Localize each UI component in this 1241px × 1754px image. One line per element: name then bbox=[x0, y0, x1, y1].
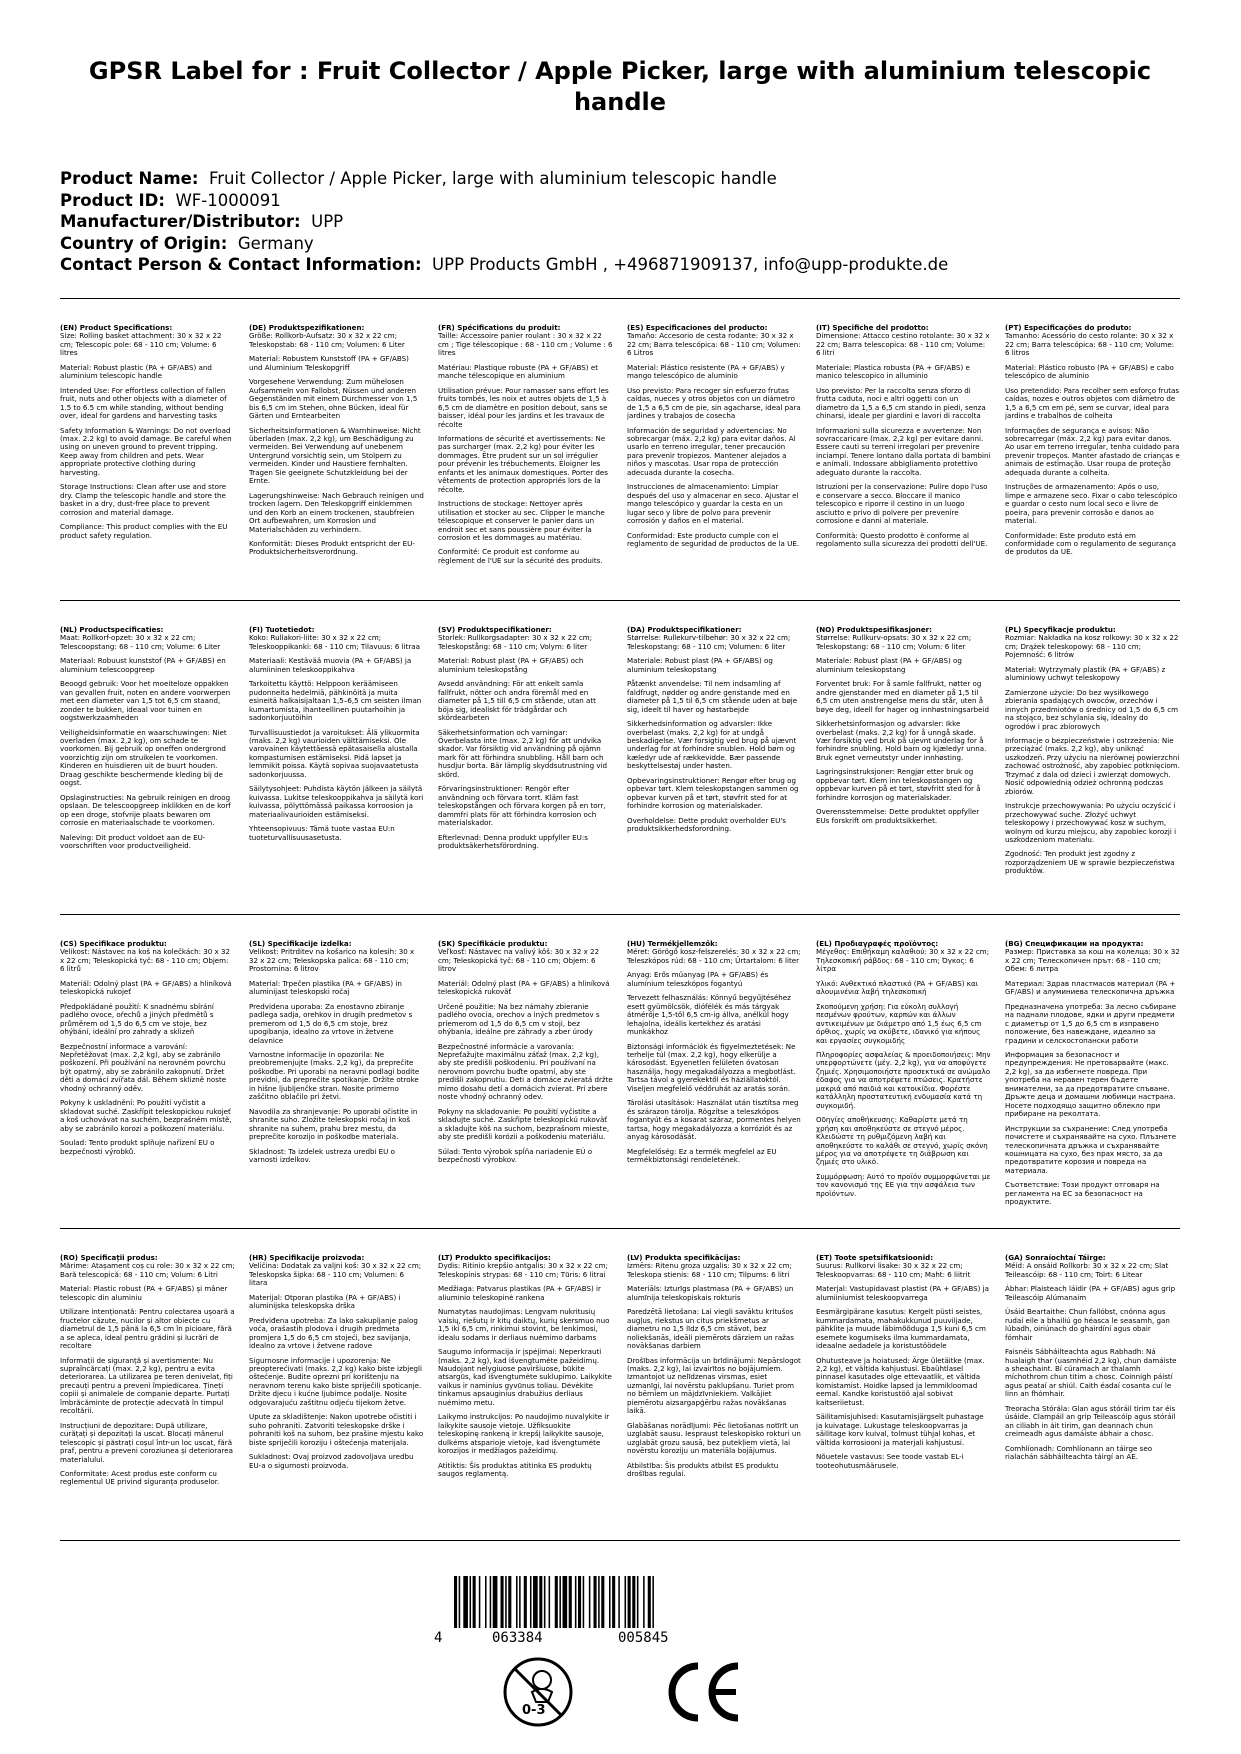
language-paragraph: Instruções de armazenamento: Após o uso, limpe e armazene seco. Fixar o cabo telescópico e guardar o cesto num local seco e livre de poeira, para prevenir corrosão e danos ao material. bbox=[1005, 482, 1178, 526]
language-paragraph: Съответствие: Този продукт отговаря на регламента на ЕС за безопасност на продуктите. bbox=[1005, 1180, 1160, 1207]
language-paragraph: Storage Instructions: Clean after use and store dry. Clamp the telescopic handle and store the basket in a dry, dust-free place to prevent corrosion and material damage. bbox=[60, 482, 227, 517]
language-paragraph: Zgodność: Ten produkt jest zgodny z rozporządzeniem UE w sprawie bezpieczeństwa produktów. bbox=[1005, 849, 1175, 876]
language-paragraph: Materiál: Odolný plast (PA + GF/ABS) a hliníková teleskopická rukojeť bbox=[60, 978, 232, 997]
language-paragraph: Megfelelőség: Ez a termék megfelel az EU termékbiztonsági rendeletének. bbox=[627, 1146, 777, 1164]
language-paragraph: Instrucciones de almacenamiento: Limpiar después del uso y almacenar en seco. Ajustar el mango telescópico y guardar la cesta en un lugar seco y libre de polvo para prevenir corrosión y daños en el material. bbox=[627, 482, 799, 526]
language-paragraph: Varnostne informacije in opozorila: Ne preobremenjujte (maks. 2,2 kg), da preprečite poškodbe. Pri uporabi na neravni podlagi bodite previdni, da preprečite spotikanje. Držite otroke in hišne ljubljenčke stran. Nosite primerno zaščitno oblačilo pri žetvi. bbox=[249, 1049, 420, 1102]
language-paragraph: Materijal: Otporan plastika (PA + GF/ABS) i aluminijska teleskopska drška bbox=[249, 1292, 401, 1311]
language-paragraph: Sigurnosne informacije i upozorenja: Ne preopterećivati (maks. 2,2 kg) kako biste izbjegli oštećenje. Budite oprezni pri korištenju na neravnom terenu kako biste spriječili spoticanje. Držite djecu i kućne ljubimce podalje. Nosite odgovarajuću zaštitnu odjeću tijekom žetve. bbox=[249, 1355, 422, 1407]
language-header: (GA) Sonraíochtaí Táirge: bbox=[1005, 1254, 1106, 1262]
country-label: Country of Origin: bbox=[60, 233, 228, 253]
language-block bbox=[816, 1254, 991, 1476]
divider bbox=[60, 1540, 1180, 1541]
language-paragraph: Zamierzone użycie: Do bez wysiłkowego zbierania spadających owoców, orzechów i innych przedmiotów o średnicy od 1,5 do 6,5 cm na stojąco, bez schylania się, idealny do ogrodów i prac zbiorowych bbox=[1005, 687, 1179, 731]
language-header: (DA) Produktspecifikationer: bbox=[627, 626, 742, 634]
language-paragraph: Faisnéis Sábháilteachta agus Rabhadh: Ná hualaigh thar (uasmhéid 2,2 kg), chun damáiste a sheachaint. Bí cúramach ar thalamh míchothrom chun titim a chosc. Coinnigh páistí agus peataí ar shiúl. Caith éadaí cosanta cuí le linn an fhómhair. bbox=[1005, 1347, 1177, 1399]
language-header: (NO) Produktspesifikasjoner: bbox=[816, 626, 932, 634]
language-paragraph: Materiāls: Izturīgs plastmasa (PA + GF/ABS) un alumīnija teleskopiskais rokturis bbox=[627, 1284, 794, 1302]
language-block bbox=[60, 324, 235, 546]
language-paragraph: Opbevaringsinstruktioner: Rengør efter brug og opbevar tørt. Klem teleskopstangen sammen og opbevar kurven på et tørt, støvfrit sted for at forhindre korrosion og materialskader. bbox=[627, 775, 799, 811]
language-paragraph: Materiał: Wytrzymały plastik (PA + GF/ABS) z aluminiowy uchwyt teleskopowy bbox=[1005, 664, 1166, 683]
language-paragraph: Conformità: Questo prodotto è conforme al regolamento sulla sicurezza dei prodotti dell'UE. bbox=[816, 530, 988, 548]
language-paragraph: Påtænkt anvendelse: Til nem indsamling af faldfrugt, nødder og andre genstande med en diameter på 1,5 til 6,5 cm stående uden at bøje sig, ideelt til haver og høstarbejde bbox=[627, 679, 798, 714]
language-paragraph: Material: Plástico resistente (PA + GF/ABS) y mango telescópico de aluminio bbox=[627, 362, 785, 381]
language-paragraph: Υλικό: Ανθεκτικό πλαστικό (PA + GF/ABS) και αλουμινένια λαβή τηλεσκοπική bbox=[816, 978, 979, 997]
barcode-bars bbox=[454, 1576, 654, 1628]
language-paragraph: Material: Plastic robust (PA + GF/ABS) și mâner telescopic din aluminiu bbox=[60, 1284, 228, 1302]
manufacturer-value: UPP bbox=[311, 212, 344, 231]
language-paragraph: Uso previsto: Para recoger sin esfuerzo frutas caídas, nueces y otros objetos con un diámetro de 1,5 a 6,5 cm de pie, sin agacharse, ideal para jardines y trabajos de cosecha bbox=[627, 385, 801, 421]
language-paragraph: Rozmiar: Nakładka na kosz rolkowy: 30 x 32 x 22 cm; Drążek teleskopowy: 68 - 110 cm; Pojemność: 6 litrów bbox=[1005, 633, 1179, 660]
language-paragraph: Conformidad: Este producto cumple con el reglamento de seguridad de productos de la UE. bbox=[627, 530, 800, 548]
language-paragraph: Naleving: Dit product voldoet aan de EU-voorschriften voor productveiligheid. bbox=[60, 832, 206, 850]
country-value: Germany bbox=[237, 233, 314, 253]
language-paragraph: Tarkoitettu käyttö: Helppoon keräämiseen pudonneita hedelmiä, pähkinöitä ja muita esineitä halkaisijaltaan 1,5–6,5 cm seisten ilman kumartumista, ihanteellinen puutarhoihin ja sadonkorjuutöihin bbox=[249, 679, 422, 723]
language-paragraph: Materiaal: Robuust kunststof (PA + GF/ABS) en aluminium telescoopgreep bbox=[60, 656, 226, 674]
language-block bbox=[816, 324, 991, 554]
language-paragraph: Pokyny k uskladnění: Po použití vyčistit a skladovat suché. Zaskřípit teleskopickou rukojeť a koš uchovávat na suchém, bezprašném místě, aby se zabránilo korozi a poškození materiálu. bbox=[60, 1098, 232, 1133]
language-block bbox=[249, 940, 424, 1170]
divider bbox=[60, 1228, 1180, 1229]
language-paragraph: Sukladnost: Ovaj proizvod zadovoljava uredbu EU-a o sigurnosti proizvoda. bbox=[249, 1452, 414, 1470]
language-block bbox=[438, 324, 613, 571]
language-paragraph: Velikost: Pritrditev na košarico na kolesih: 30 x 32 x 22 cm; Teleskopska palica: 68 - 110 cm; Prostornina: 6 litrov bbox=[249, 947, 415, 974]
language-paragraph: Efterlevnad: Denna produkt uppfyller EU:s produktsäkerhetsförordning. bbox=[438, 832, 588, 850]
barcode bbox=[432, 1576, 732, 1646]
language-paragraph: Upute za skladištenje: Nakon upotrebe očistiti i suho pohraniti. Zatvoriti teleskopske drške i pohraniti koš na suhom, bez prašine mjestu kako biste spriječili koroziju i oštećenja materijala. bbox=[249, 1412, 424, 1447]
product-name-label: Product Name: bbox=[60, 169, 199, 188]
language-paragraph: Predviđena upotreba: Za lako sakupljanje palog voća, orašastih plodova i drugih predmeta promjera 1,5 do 6,5 cm stojeći, bez savijanja, idealno za vrtove i žetvene radove bbox=[249, 1315, 418, 1351]
language-block bbox=[249, 324, 424, 563]
language-paragraph: Suurus: Rullkorvi lisake: 30 x 32 x 22 cm; Teleskoopvarras: 68 - 110 cm; Maht: 6 liitrit bbox=[816, 1261, 971, 1279]
language-paragraph: Conformité: Ce produit est conforme au règlement de l'UE sur la sécurité des produits. bbox=[438, 547, 603, 565]
language-paragraph: Maat: Rollkorf-opzet: 30 x 32 x 22 cm; Telescoopstang: 68 - 110 cm; Volume: 6 Liter bbox=[60, 633, 221, 651]
language-paragraph: Méret: Görögő kosz-felszerelés: 30 x 32 x 22 cm; Teleszkópos rúd: 68 - 110 cm; Űrtartalom: 6 liter bbox=[627, 947, 801, 965]
language-header: (EN) Product Specifications: bbox=[60, 324, 173, 332]
language-paragraph: Sikkerhetsinformasjon og advarsler: Ikke overbelast (maks. 2,2 kg) for å unngå skade. Vær forsiktig ved bruk på ujevnt underlag for å forhindre snubling. Hold barn og kjæledyr unna. Bruk egnet verneutstyr under innhøsting. bbox=[816, 719, 987, 762]
language-header: (RO) Specificații produs: bbox=[60, 1254, 158, 1262]
language-block bbox=[627, 940, 802, 1170]
language-paragraph: Utilizare intenționată: Pentru colectarea ușoară a fructelor căzute, nucilor și altor obiecte cu diametrul de 1,5 până la 6,5 cm în picioare, fără a se apleca, ideal pentru grădini și lucrări de recoltare bbox=[60, 1307, 235, 1351]
language-paragraph: Treoracha Stórála: Glan agus stóráil tirim tar éis úsáide. Clampáil an grip Teileascóip agus stóráil an ciliabh in áit tirim, gan deannach chun creimeadh agus damáiste ábhair a chosc. bbox=[1005, 1403, 1176, 1439]
language-paragraph: Størrelse: Rullekurv-tilbehør: 30 x 32 x 22 cm; Teleskopstang: 68 - 110 cm; Volumen: 6 liter bbox=[627, 633, 791, 651]
language-block bbox=[438, 940, 613, 1170]
language-paragraph: Overensstemmelse: Dette produktet oppfyller EUs forskrift om produktsikkerhet. bbox=[816, 807, 980, 825]
language-paragraph: Biztonsági információk és figyelmeztetések: Ne terhelje túl (max. 2,2 kg), hogy elkerülje a károsodást. Egyenetlen felületen óvatosan használja, hogy megakadályozza a megbotlást. Tartsa távol a gyerekektől és háziállatoktól. Viseljen megfelelő védőruhát az aratás során. bbox=[627, 1041, 796, 1093]
language-paragraph: Conformitate: Acest produs este conform cu reglementul UE privind siguranța produselor. bbox=[60, 1468, 220, 1487]
language-paragraph: Μέγεθος: Επιθήκαμη καλαθιού: 30 x 32 x 22 cm; Τηλεσκοπική ράβδος: 68 - 110 cm; Όγκος: 6 λίτρα bbox=[816, 947, 990, 974]
language-paragraph: Istruzioni per la conservazione: Pulire dopo l'uso e conservare a secco. Bloccare il manico telescopico e riporre il cestino in un luogo asciutto e privo di polvere per prevenire corrosione e danni al materiale. bbox=[816, 482, 988, 526]
language-paragraph: Atbilstība: Šis produkts atbilst ES produktu drošības regulai. bbox=[627, 1460, 779, 1478]
language-paragraph: Informazioni sulla sicurezza e avvertenze: Non sovraccaricare (max. 2,2 kg) per evitare danni. Essere cauti su terreni irregolari per prevenire inciampi. Tenere lontano dalla portata di bambini e animali. Indossare abbigliamento protettivo adeguato durante la raccolta. bbox=[816, 425, 991, 477]
language-header: (ET) Toote spetsifikatsioonid: bbox=[816, 1254, 934, 1262]
language-paragraph: Förvaringsinstruktioner: Rengör efter användning och förvara torrt. Kläm fast teleskopstången och förvara korgen på en torr, dammfri plats för att förhindra korrosion och materialskador. bbox=[438, 784, 606, 828]
language-paragraph: Material: Trpečen plastika (PA + GF/ABS) in aluminijast teleskopski ročaj bbox=[249, 978, 402, 997]
language-paragraph: Safety Information & Warnings: Do not overload (max. 2.2 kg) to avoid damage. Be careful when using on uneven ground to prevent tripping. Keep away from children and pets. Wear appropriate protective clothing during harvesting. bbox=[60, 425, 232, 477]
language-paragraph: Οδηγίες αποθήκευσης: Καθαρίστε μετά τη χρήση και αποθηκεύστε σε στεγνό μέρος. Κλειδώστε τη ρυθμιζόμενη λαβή και αποθηκεύστε το καλάθι σε στεγνό, χωρίς σκόνη μέρος για να αποτρέψετε τη διάβρωση και ζημιές στο υλικό. bbox=[816, 1115, 988, 1167]
product-name-value: Fruit Collector / Apple Picker, large with aluminium telescopic handle bbox=[208, 169, 777, 188]
language-paragraph: Größe: Rollkorb-Aufsatz: 30 x 32 x 22 cm; Teleskopstab: 68 - 110 cm; Volumen: 6 Liter bbox=[249, 331, 405, 349]
language-paragraph: Dimensione: Attacco cestino rotolante: 30 x 32 x 22 cm; Barra telescopica: 68 - 110 cm; Volume: 6 litri bbox=[816, 331, 990, 358]
language-paragraph: Intended Use: For effortless collection of fallen fruit, nuts and other objects with a diameter of 1.5 to 6.5 cm while standing, without bending over, ideal for gardens and harvesting tasks bbox=[60, 385, 227, 421]
language-paragraph: Instructions de stockage: Nettoyer après utilisation et stocker au sec. Clipper le manche télescopique et conserver le panier dans un endroit sec et sans poussière pour éviter la corrosion et les dommages au matériau. bbox=[438, 499, 605, 542]
barcode-digits-left: 063384 bbox=[492, 1630, 543, 1646]
divider bbox=[60, 600, 1180, 601]
language-block bbox=[60, 1254, 235, 1493]
country-row bbox=[60, 233, 1180, 255]
language-header: (IT) Specifiche del prodotto: bbox=[816, 324, 929, 332]
language-paragraph: Πληροφορίες ασφαλείας & προειδοποιήσεις: Μην υπερφορτώνετε (μέγ. 2,2 kg), για να αποφύγετε ζημιές. Χρησιμοποιήστε προσεκτικά σε ανώμαλο έδαφος για να αποτρέψετε πτώσεις. Κρατήστε μακριά από παιδιά και κατοικίδια. Φορέστε κατάλληλη προστατευτική ενδυμασία κατά τη συγκομιδή. bbox=[816, 1049, 991, 1110]
language-block bbox=[249, 1254, 424, 1476]
manufacturer-row bbox=[60, 211, 1180, 233]
language-paragraph: Veličina: Dodatak za valjni koš: 30 x 32 x 22 cm; Teleskopska šipka: 68 - 110 cm; Volumen: 6 litara bbox=[249, 1261, 422, 1288]
language-paragraph: Σκοπούμενη χρήση: Για εύκολη συλλογή πεσμένων φρούτων, καρπών και άλλων αντικειμένων με διάμετρο από 1,5 έως 6,5 cm όρθιος, χωρίς να σκύβετε, ιδανικό για κήπους και εργασίες συγκομιδής bbox=[816, 1001, 982, 1045]
language-paragraph: Инструкции за съхранение: След употреба почистете и съхранявайте на сухо. Плъзнете телескопичната дръжка и съхранявайте кошницата на сухо, без прах място, за да предотвратите корозия и повреда на материала. bbox=[1005, 1123, 1177, 1175]
language-header: (SV) Produktspecifikationer: bbox=[438, 626, 552, 634]
age-warning-label: 0-3 bbox=[522, 1703, 546, 1718]
language-paragraph: Medžiaga: Patvarus plastikas (PA + GF/ABS) ir aliuminio teleskopinė rankena bbox=[438, 1284, 601, 1302]
language-paragraph: Uso previsto: Per la raccolta senza sforzo di frutta caduta, noci e altri oggetti con un diametro da 1,5 a 6,5 cm stando in piedi, senza chinarsi, ideale per giardini e lavori di raccolta bbox=[816, 385, 986, 421]
language-paragraph: Conformidade: Este produto está em conformidade com o regulamento de segurança de produtos da UE. bbox=[1005, 530, 1176, 557]
language-paragraph: Informations de sécurité et avertissements: Ne pas surcharger (max. 2,2 kg) pour éviter les dommages. Être prudent sur un sol irrégulier pour prévenir les trébuchements. Éloigner les enfants et les animaux domestiques. Porter des vêtements de protection appropriés lors de la récolte. bbox=[438, 433, 608, 494]
language-paragraph: Säilytysohjeet: Puhdista käytön jälkeen ja säilytä kuivassa. Lukitse teleskooppikahva ja säilytä kori kuivassa, pölyttömässä paikassa korroosion ja materiaalivaurioiden estämiseksi. bbox=[249, 784, 424, 819]
language-block bbox=[627, 324, 802, 554]
language-paragraph: Sikkerhedsinformation og advarsler: Ikke overbelast (maks. 2,2 kg) for at undgå beskadigelse. Vær forsigtig ved brug på ujævnt underlag for at forhindre snublen. Hold børn og kæledyr ude af rækkevidde. Bær passende beskyttelsestøj under høsten. bbox=[627, 719, 797, 771]
language-paragraph: Beoogd gebruik: Voor het moeiteloze oppakken van gevallen fruit, noten en andere voorwerpen met een diameter van 1,5 tot 6,5 cm staand, zonder te bukken, ideaal voor tuinen en oogstwerkzaamheden bbox=[60, 679, 231, 723]
language-paragraph: Předpokládané použití: K snadnému sbírání padlého ovoce, ořechů a jiných předmětů s průměrem od 1,5 do 6,5 cm ve stoje, bez ohýbání, ideální pro zahrady a sklizeň bbox=[60, 1001, 214, 1037]
language-paragraph: Информация за безопасност и предупреждения: Не претоварвайте (макс. 2,2 kg), за да избегнете повреда. При употреба на неравен терен бъдете внимателни, за да предотвратите спъване. Дръжте деца и домашни любимци настрана. Носете подходящо защитно облекло при прибиране на реколтата. bbox=[1005, 1049, 1176, 1119]
language-header: (SL) Specifikacije izdelka: bbox=[249, 940, 352, 948]
language-paragraph: Atitiktis: Šis produktas atitinka ES produktų saugos reglamentą. bbox=[438, 1460, 592, 1478]
language-paragraph: Méid: A onsáid Rollkorb: 30 x 32 x 22 cm; Slat Teileascóip: 68 - 110 cm; Toirt: 6 Litear bbox=[1005, 1261, 1169, 1279]
language-header: (SK) Špecifikácie produktu: bbox=[438, 940, 548, 948]
language-paragraph: Úsáid Beartaithe: Chun fallóbst, cnónna agus rudaí eile a bhailiú go héasca le seasamh, gan lúbadh, oiriúnach do ghairdíní agus obair fómhair bbox=[1005, 1307, 1170, 1342]
language-block bbox=[249, 626, 424, 848]
language-paragraph: Utilisation prévue: Pour ramasser sans effort les fruits tombés, les noix et autres objets de 1,5 à 6,5 cm de diamètre en position debout, sans se baisser, idéal pour les jardins et les travaux de récolte bbox=[438, 385, 609, 429]
language-paragraph: Instrucțiuni de depozitare: După utilizare, curățați și depozitați la uscat. Blocați mânerul telescopic și păstrați coșul într-un loc uscat, fără praf, pentru a preveni coroziunea și deteriorarea materialului. bbox=[60, 1420, 233, 1464]
language-paragraph: Informații de siguranță și avertismente: Nu supraîncărcați (max. 2,2 kg), pentru a evita deteriorarea. La utilizarea pe teren denivelat, fiți precauți pentru a preveni împiedicarea. Țineți copiii și animalele de companie departe. Purtați îmbrăcăminte de protecție adecvată în timpul recoltării. bbox=[60, 1355, 233, 1416]
language-paragraph: Mărime: Atașament coș cu role: 30 x 32 x 22 cm; Bară telescopică: 68 - 110 cm; Volum: 6 Litri bbox=[60, 1261, 235, 1279]
language-paragraph: Tárolási utasítások: Használat után tisztítsa meg és szárazon tárolja. Rögzítse a teleszkópos fogantyút és a kosarat száraz, pormentes helyen tartsa, hogy megakadályozza a korróziót és az anyag károsodását. bbox=[627, 1098, 801, 1142]
language-header: (LT) Produkto specifikacijos: bbox=[438, 1254, 551, 1262]
language-header: (ES) Especificaciones del producto: bbox=[627, 324, 768, 332]
language-paragraph: Numatytas naudojimas: Lengvam nukritusių vaisių, riešutų ir kitų daiktų, kurių skersmuo nuo 1,5 iki 6,5 cm, rinkimui stovint, be lenkimosi, idealu sodams ir derliaus nuėmimo darbams bbox=[438, 1307, 610, 1342]
language-paragraph: Bezpečnostné informácie a varovania: Nepreťažujte maximálnu záťaž (max. 2,2 kg), aby ste predišli poškodeniu. Pri používaní na nerovnom povrchu buďte opatrní, aby ste predišli zakopnutiu. Deti a domáce zvieratá držte mimo dosahu detí a domácich zvierat. Pri zbere noste vhodný ochranný odev. bbox=[438, 1041, 613, 1102]
language-header: (BG) Спецификации на продукта: bbox=[1005, 940, 1144, 948]
age-warning-icon bbox=[502, 1656, 574, 1728]
language-paragraph: Pokyny na skladovanie: Po použití vyčistite a skladujte suché. Zaskřipte teleskopickú rukoväť a skladujte kôš na suchom, bezprašnom mieste, aby ste predišli korózii a poškodeniu materiálu. bbox=[438, 1106, 610, 1142]
language-paragraph: Instrukcje przechowywania: Po użyciu oczyścić i przechowywać suche. Złożyć uchwyt teleskopowy i przechowywać kosz w suchym, wolnym od kurzu miejscu, aby zapobiec korozji i uszkodzeniom materiału. bbox=[1005, 801, 1177, 844]
language-paragraph: Overholdelse: Dette produkt overholder EU's produktsikkerhedsforordning. bbox=[627, 815, 786, 834]
language-paragraph: Tamaño: Accesorio de cesta rodante: 30 x 32 x 22 cm; Barra telescópica: 68 - 110 cm; Volumen: 6 Litros bbox=[627, 331, 801, 358]
language-header: (PT) Especificações do produto: bbox=[1005, 324, 1132, 332]
language-paragraph: Størrelse: Rullkurv-opsats: 30 x 32 x 22 cm; Teleskopstang: 68 - 110 cm; Volum: 6 liter bbox=[816, 633, 972, 651]
language-paragraph: Súlad: Tento výrobok spĺňa nariadenie EÚ o bezpečnosti výrobkov. bbox=[438, 1146, 593, 1164]
language-paragraph: Opslaginstructies: Na gebruik reinigen en droog opslaan. De telescoopgreep inklikken en de korf op een droge, stofvrije plaats bewaren om corrosie en materiaalschade te voorkomen. bbox=[60, 792, 231, 828]
language-block bbox=[1005, 940, 1180, 1213]
barcode-digits-right: 005845 bbox=[618, 1630, 669, 1646]
language-header: (CS) Specifikace produktu: bbox=[60, 940, 167, 948]
contact-row bbox=[60, 254, 1180, 276]
language-header: (EL) Προδιαγραφές προϊόντος: bbox=[816, 940, 939, 948]
language-block bbox=[1005, 1254, 1180, 1468]
product-id-label: Product ID: bbox=[60, 190, 165, 210]
language-paragraph: Bezpečnostní informace a varování: Nepřetěžovat (max. 2,2 kg), aby se zabránilo poškození. Při používání na nerovném povrchu být opatrný, aby se zabránilo zakopnutí. Držet děti a domácí zvířata dál. Během sklizně noste vhodný ochranný oděv. bbox=[60, 1041, 227, 1093]
language-paragraph: Material: Plástico robusto (PA + GF/ABS) e cabo telescópico de alumínio bbox=[1005, 362, 1174, 381]
language-paragraph: Materiale: Robust plast (PA + GF/ABS) og aluminium teleskopstang bbox=[816, 656, 962, 674]
language-paragraph: Материал: Здрав пластмасов материал (PA + GF/ABS) и алуминиева телескопична дръжка bbox=[1005, 978, 1176, 997]
language-paragraph: Forventet bruk: For å samle fallfrukt, nøtter og andre gjenstander med en diameter på 1,5 til 6,5 cm uten anstrengelse mens du står, uten å bøye deg, ideell for hager og innhøstningsarbeid bbox=[816, 679, 989, 714]
language-paragraph: Ábhar: Plaisteach láidir (PA + GF/ABS) agus grip Teileascóip Alúmanaim bbox=[1005, 1284, 1176, 1302]
language-header: (NL) Productspecificaties: bbox=[60, 626, 164, 634]
language-block bbox=[438, 1254, 613, 1484]
language-paragraph: Ohutusteave ja hoiatused: Ärge ületäitke (max. 2,2 kg), et vältida kahjustusi. Ebaühtlasel pinnasel kasutades olge ettevaatlik, et vältida komistamist. Hoidke lapsed ja lemmikloomad eemal. Kandke koristustöö ajal sobivat kaitseriietust. bbox=[816, 1355, 985, 1407]
language-paragraph: Comhlíonadh: Comhlíonann an táirge seo rialachán sábháilteachta táirgí an AE. bbox=[1005, 1443, 1153, 1462]
language-paragraph: Size: Rolling basket attachment: 30 x 32 x 22 cm; Telescopic pole: 68 - 110 cm; Volume: 6 litres bbox=[60, 331, 222, 358]
language-paragraph: Sicherheitsinformationen & Warnhinweise: Nicht überladen (max. 2,2 kg), um Beschädigung zu vermeiden. Bei Verwendung auf unebenem Untergrund vorsichtig sein, um Stolpern zu vermeiden. Kinder und Haustiere fernhalten. Tragen Sie geeignete Schutzkleidung bei der Ernte. bbox=[249, 425, 421, 486]
language-paragraph: Saugumo informacija ir įspėjimai: Neperkrauti (maks. 2,2 kg), kad išvengtumėte pažeidimų. Naudojant nelygiuose paviršiuose, būkite atsargūs, kad išvengtumėte suklupimo. Laikykite vaikus ir naminius gyvūnus toliau. Dėvėkite tinkamus apsauginius drabužius derliaus nuėmimo metu. bbox=[438, 1347, 612, 1407]
language-paragraph: Materiál: Odolný plast (PA + GF/ABS) a hliníková teleskopická rukoväť bbox=[438, 978, 610, 997]
language-paragraph: Размер: Приставка за кош на колелца: 30 x 32 x 22 cm; Телескопичен прът: 68 - 110 cm; Обем: 6 литра bbox=[1005, 947, 1180, 974]
language-header: (HR) Specifikacije proizvoda: bbox=[249, 1254, 365, 1262]
language-paragraph: Material: Robust plast (PA + GF/ABS) och aluminium teleskopstång bbox=[438, 656, 584, 674]
divider bbox=[60, 914, 1180, 915]
language-paragraph: Säilitamisjuhised: Kasutamisjärgselt puhastage ja kuivatage. Lukustage teleskoopvarras ja säilitage korv kuival, tolmust tühjal kohas, et vältida korrosiooni ja materjali kahjustusi. bbox=[816, 1412, 984, 1447]
language-paragraph: Material: Robustem Kunststoff (PA + GF/ABS) und Aluminium Teleskopgriff bbox=[249, 354, 409, 372]
language-block bbox=[60, 940, 235, 1162]
language-paragraph: Skladnost: Ta izdelek ustreza uredbi EU o varnosti izdelkov. bbox=[249, 1146, 395, 1164]
manufacturer-label: Manufacturer/Distributor: bbox=[60, 212, 301, 231]
language-paragraph: Συμμόρφωση: Αυτό το προϊόν συμμορφώνεται με τον κανονισμό της ΕΕ για την ασφάλεια των προϊόντων. bbox=[816, 1171, 991, 1198]
product-info bbox=[60, 168, 1180, 276]
language-paragraph: Určené použitie: Na bez námahy zbieranie padlého ovocia, orechov a iných predmetov s priemerom od 1,5 do 6,5 cm v stoji, bez ohýbania, ideálne pre záhrady a zber úrody bbox=[438, 1001, 600, 1037]
contact-value: UPP Products GmbH , +496871909137, info@upp-produkte.de bbox=[432, 255, 949, 274]
language-block bbox=[1005, 324, 1180, 563]
language-paragraph: Eesmärgipärane kasutus: Kergelt püsti seistes, kummardamata, mahakukkunud puuviljade, pähklite ja muude läbimõõduga 1,5 kuni 6,5 cm esemete kogumiseks ilma kummardamata, ideaalne aedadele ja koristustöödele bbox=[816, 1307, 986, 1351]
language-paragraph: Vorgesehene Verwendung: Zum mühelosen Aufsammeln von Fallobst, Nüssen und anderen Gegenständen mit einem Durchmesser von 1,5 bis 6,5 cm im Stehen, ohne Bücken, ideal für Gärten und Erntearbeiten bbox=[249, 377, 418, 421]
language-paragraph: Velikost: Nástavec na koš na kolečkách: 30 x 32 x 22 cm; Teleskopická tyč: 68 - 110 cm; Objem: 6 litrů bbox=[60, 947, 231, 974]
language-header: (PL) Specyfikacje produktu: bbox=[1005, 626, 1116, 634]
language-paragraph: Materiaali: Kestävää muovia (PA + GF/ABS) ja alumiininen teleskooppikahva bbox=[249, 656, 412, 674]
language-paragraph: Predvidena uporaba: Za enostavno zbiranje padlega sadja, orehkov in drugih predmetov s premerom od 1,5 do 6,5 cm stoje, brez upogibanja, idealno za vrtove in žetvene delavnice bbox=[249, 1001, 413, 1045]
language-header: (DE) Produktspezifikationen: bbox=[249, 324, 365, 332]
language-header: (FI) Tuotetiedot: bbox=[249, 626, 315, 634]
language-paragraph: Yhteensopivuus: Tämä tuote vastaa EU:n tuoteturvallisuusasetusta. bbox=[249, 824, 395, 842]
language-header: (HU) Termékjellemzők: bbox=[627, 940, 718, 948]
language-header: (LV) Produkta specifikācijas: bbox=[627, 1254, 741, 1262]
product-name-row bbox=[60, 168, 1180, 190]
language-paragraph: Materjal: Vastupidavast plastist (PA + GF/ABS) ja alumiiniumist teleskoopvarrega bbox=[816, 1284, 989, 1302]
language-paragraph: Materiale: Plastica robusta (PA + GF/ABS) e manico telescopico in alluminio bbox=[816, 362, 970, 381]
language-paragraph: Dydis: Ritinio krepšio antgalis: 30 x 32 x 22 cm; Teleskopinis strypas: 68 - 110 cm; Tūris: 6 litrai bbox=[438, 1261, 608, 1279]
language-paragraph: Konformität: Dieses Produkt entspricht der EU-Produktsicherheitsverordnung. bbox=[249, 538, 415, 557]
language-paragraph: Izmērs: Ritenu groza uzgalis: 30 x 32 x 22 cm; Teleskopa stienis: 68 - 110 cm; Tilpums: 6 litri bbox=[627, 1261, 792, 1279]
language-paragraph: Glabāšanas norādījumi: Pēc lietošanas notīrīt un uzglabāt sausu. Iespraust teleskopisko rokturi un uzglabāt grozu sausā, bez putekļiem vietā, lai novērstu koroziju un materiāla bojājumus. bbox=[627, 1420, 801, 1456]
language-block bbox=[816, 626, 991, 831]
contact-label: Contact Person & Contact Information: bbox=[60, 255, 422, 274]
language-paragraph: Предназначена употреба: За лесно събиране на паднали плодове, ядки и други предмети с диаметър от 1,5 до 6,5 cm в изправено положение, без навеждане, идеално за градини и селскостопански работи bbox=[1005, 1001, 1177, 1045]
product-id-row bbox=[60, 190, 1180, 212]
language-paragraph: Taille: Accessoire panier roulant : 30 x 32 x 22 cm ; Tige télescopique : 68 - 110 cm ; Volume : 6 litres bbox=[438, 331, 613, 358]
language-paragraph: Koko: Rullakori-liite: 30 x 32 x 22 cm; Teleskooppikanki: 68 - 110 cm; Tilavuus: 6 litraa bbox=[249, 633, 420, 651]
language-paragraph: Storlek: Rullkorgsadapter: 30 x 32 x 22 cm; Teleskopstång: 68 - 110 cm; Volym: 6 liter bbox=[438, 633, 593, 651]
barcode-digit-prefix: 4 bbox=[434, 1630, 443, 1646]
language-paragraph: Veiligheidsinformatie en waarschuwingen: Niet overladen (max. 2,2 kg), om schade te voorkomen. Bij gebruik op oneffen ondergrond voorzichtig zijn om struikelen te voorkomen. Kinderen en huisdieren uit de buurt houden. Draag geschikte beschermende kleding bij de oogst. bbox=[60, 727, 227, 788]
language-paragraph: Avsedd användning: För att enkelt samla fallfrukt, nötter och andra föremål med en diameter på 1,5 till 6,5 cm stående, utan att böja sig, idealiskt för trädgårdar och skördearbeten bbox=[438, 679, 596, 723]
divider bbox=[60, 298, 1180, 299]
language-paragraph: Informacje o bezpieczeństwie i ostrzeżenia: Nie przeciążać (maks. 2,2 kg), aby uniknąć uszkodzeń. Przy użyciu na nierównej powierzchni zachować ostrożność, aby zapobiec potknięciom. Trzymać z dala od dzieci i zwierząt domowych. Nosić odpowiednią odzież ochronną podczas zbiorów. bbox=[1005, 735, 1180, 796]
language-block bbox=[1005, 626, 1180, 882]
language-paragraph: Tamanho: Acessório do cesto rolante: 30 x 32 x 22 cm; Barra telescópica: 68 - 110 cm; Volume: 6 litros bbox=[1005, 331, 1175, 358]
language-paragraph: Turvallisuustiedot ja varoitukset: Älä ylikuormita (maks. 2,2 kg) vaurioiden välttämiseksi. Ole varovainen käytettäessä epätasaisella alustalla kompastumisen estämiseksi. Pidä lapset ja lemmikit poissa. Käytä sopivaa suojavaatetusta sadonkorjuussa. bbox=[249, 727, 420, 779]
ce-mark-icon bbox=[662, 1660, 742, 1724]
language-paragraph: Uso pretendido: Para recolher sem esforço frutas caídas, nozes e outros objetos com diâmetro de 1,5 a 6,5 cm em pé, sem se curvar, ideal para jardins e trabalhos de colheita bbox=[1005, 385, 1180, 421]
language-paragraph: Lagringsinstruksjoner: Rengjør etter bruk og oppbevar tørt. Klem inn teleskopstangen og oppbevar kurven på et tørt, støvfritt sted for å forhindre korrosjon og materialskader. bbox=[816, 767, 981, 802]
language-header: (FR) Spécifications du produit: bbox=[438, 324, 561, 332]
language-paragraph: Nõuetele vastavus: See toode vastab EL-i tooteohutusmäärusele. bbox=[816, 1452, 964, 1470]
language-paragraph: Navodila za shranjevanje: Po uporabi očistite in shranite suho. Zložite teleskopski ročaj in koš shranite na suhem, prahu brez mestu, da preprečite korozijo in poškodbe materiala. bbox=[249, 1106, 418, 1142]
language-paragraph: Informações de segurança e avisos: Não sobrecarregar (máx. 2,2 kg) para evitar danos. Ao usar em terreno irregular, tenha cuidado para prevenir tropeços. Manter afastado de crianças e animais de estimação. Usar roupa de proteção adequada durante a colheita. bbox=[1005, 425, 1180, 477]
page-title: GPSR Label for : Fruit Collector / Apple Picker, large with aluminium telescopic handle bbox=[88, 57, 1152, 116]
language-paragraph: Paredzētā lietošana: Lai viegli savāktu kritušos augļus, riekstus un citus priekšmetus ar diametru no 1,5 līdz 6,5 cm stāvot, bez noliekšanās, ideāli piemērots dārziem un ražas novākšanas darbiem bbox=[627, 1307, 794, 1351]
language-paragraph: Información de seguridad y advertencias: No sobrecargar (máx. 2,2 kg) para evitar daños. Al usarlo en terreno irregular, tener precaución para prevenir tropiezos. Mantener alejados a niños y mascotas. Usar ropa de protección adecuada durante la cosecha. bbox=[627, 425, 796, 477]
language-paragraph: Soulad: Tento produkt splňuje nařízení EU o bezpečnosti výrobků. bbox=[60, 1138, 215, 1156]
language-block bbox=[438, 626, 613, 856]
language-paragraph: Säkerhetsinformation och varningar: Överbelasta inte (max. 2,2 kg) för att undvika skador. Var försiktig vid användning på ojämn mark för att förhindra snubbling. Håll barn och husdjur borta. Bär lämplig skyddsutrustning vid skörd. bbox=[438, 727, 608, 779]
language-paragraph: Anyag: Erős műanyag (PA + GF/ABS) és alumínium teleszkópos fogantyú bbox=[627, 970, 769, 988]
language-paragraph: Laikymo instrukcijos: Po naudojimo nuvalykite ir laikykite sausoje vietoje. Užfiksuokite teleskopinę rankeną ir krepšį laikykite sausoje, dulkėms atsparioje vietoje, kad išvengtumėte korozijos ir medžiagos pažeidimų. bbox=[438, 1412, 610, 1456]
language-paragraph: Drošības informācija un brīdinājumi: Nepārslogot (maks. 2,2 kg), lai izvairītos no bojājumiem. Izmantojot uz nelīdzenas virsmas, esiet uzmanīgi, lai novērstu paklupšanu. Turiet prom no bērniem un mājdzīvniekiem. Valkājiet piemērotu aizsargapģērbu ražas novākšanas laikā. bbox=[627, 1355, 801, 1416]
product-id-value: WF-1000091 bbox=[175, 190, 281, 210]
language-paragraph: Lagerungshinweise: Nach Gebrauch reinigen und trocken lagern. Den Teleskopgriff einklemmen und den Korb an einem trockenen, staubfreien Ort aufbewahren, um Korrosion und Materialschäden zu verhindern. bbox=[249, 490, 424, 534]
language-block bbox=[627, 626, 802, 840]
language-paragraph: Materiale: Robust plast (PA + GF/ABS) og aluminium teleskopstang bbox=[627, 656, 773, 674]
language-paragraph: Material: Robust plastic (PA + GF/ABS) and aluminium telescopic handle bbox=[60, 362, 212, 381]
language-paragraph: Tervezett felhasználás: Könnyű begyűjtéséhez esett gyümölcsök, diófélék és más tárgyak átmérője 1,5-től 6,5 cm-ig állva, anélkül hogy lehajolna, ideális kertekhez és aratási munkákhoz bbox=[627, 993, 791, 1037]
language-paragraph: Veľkosť: Nástavec na valivý kôš: 30 x 32 x 22 cm; Teleskopická tyč: 68 - 110 cm; Objem: 6 litrov bbox=[438, 947, 600, 974]
language-block bbox=[816, 940, 991, 1204]
language-paragraph: Matériau: Plastique robuste (PA + GF/ABS) et manche télescopique en aluminium bbox=[438, 362, 598, 381]
language-paragraph: Compliance: This product complies with the EU product safety regulation. bbox=[60, 522, 228, 540]
language-block bbox=[627, 1254, 802, 1484]
language-block bbox=[60, 626, 235, 856]
